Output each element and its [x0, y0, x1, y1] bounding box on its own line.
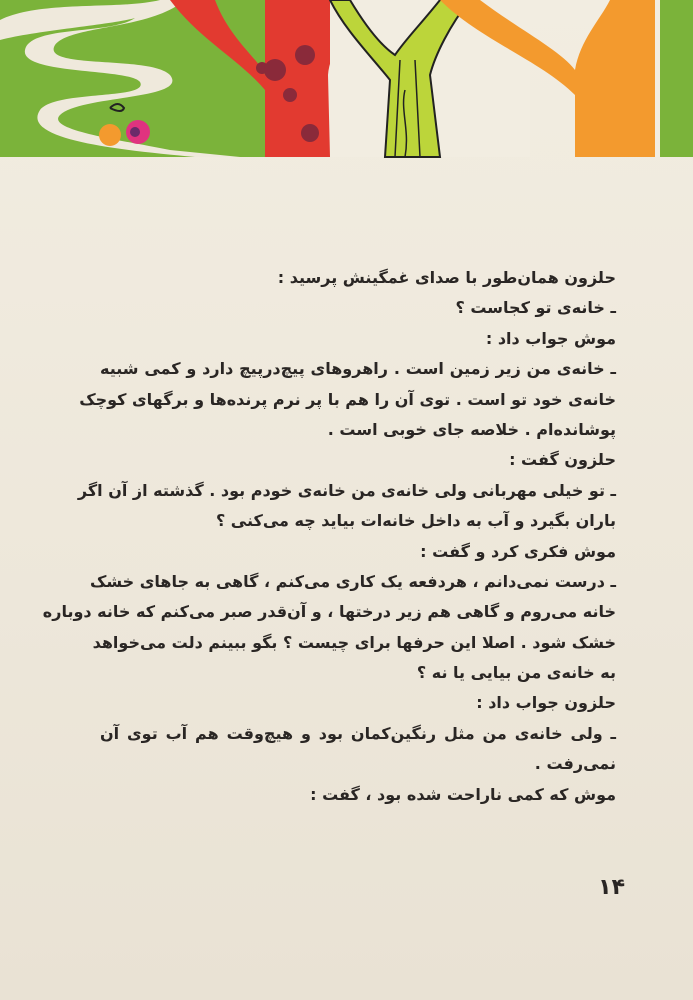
red-tree-spot [301, 124, 319, 142]
red-tree-spot [256, 62, 268, 74]
story-line: حلزون جواب داد : [476, 693, 616, 713]
green-edge [660, 0, 693, 157]
story-line: ـ خانه‌ی تو کجاست ؟ [455, 298, 616, 318]
header-illustration [0, 0, 693, 160]
story-line: به خانه‌ی من بیایی یا نه ؟ [416, 663, 616, 683]
story-line: حلزون همان‌طور با صدای غمگینش پرسید : [277, 268, 616, 287]
story-line: نمی‌رفت . [534, 754, 616, 774]
story-line: پوشانده‌ام . خلاصه جای خوبی است . [327, 419, 616, 439]
page-number: ۱۴ [598, 875, 625, 900]
story-line: خشک شود . اصلا این حرفها برای چیست ؟ بگو ببینم دلت می‌خواهد [92, 632, 616, 652]
flower-center [130, 127, 140, 137]
story-line: خانه‌ی خود تو است . توی آن را هم با پر نرم پرنده‌ها و برگهای کوچک [79, 389, 616, 409]
story-line: ـ ولی خانه‌ی من مثل رنگین‌کمان بود و هیچ‌وقت هم آب توی آن [100, 723, 616, 743]
story-line: ـ درست نمی‌دانم ، هردفعه یک کاری می‌کنم ، گاهی به جاهای خشک [89, 571, 616, 591]
story-line: ـ خانه‌ی من زیر زمین است . راهروهای پیچ‌درپیچ دارد و کمی شبیه [100, 359, 616, 379]
story-line: ـ تو خیلی مهربانی ولی خانه‌ی من خانه‌ی خودم بود . گذشته از آن اگر [77, 480, 616, 500]
story-line: موش که کمی ناراحت شده بود ، گفت : [310, 784, 616, 804]
story-line: باران بگیرد و آب به داخل خانه‌ات بیاید چه می‌کنی ؟ [215, 511, 616, 531]
red-tree-spot [283, 88, 297, 102]
story-line: خانه می‌روم و گاهی هم زیر درختها ، و آن‌قدر صبر می‌کنم که خانه دوباره [42, 602, 616, 622]
story-line: موش جواب داد : [485, 328, 616, 348]
story-text [42, 263, 616, 810]
story-line: موش فکری کرد و گفت : [420, 541, 616, 561]
story-line: حلزون گفت : [509, 450, 616, 470]
red-tree-spot [295, 45, 315, 65]
flower-orange [99, 124, 121, 146]
